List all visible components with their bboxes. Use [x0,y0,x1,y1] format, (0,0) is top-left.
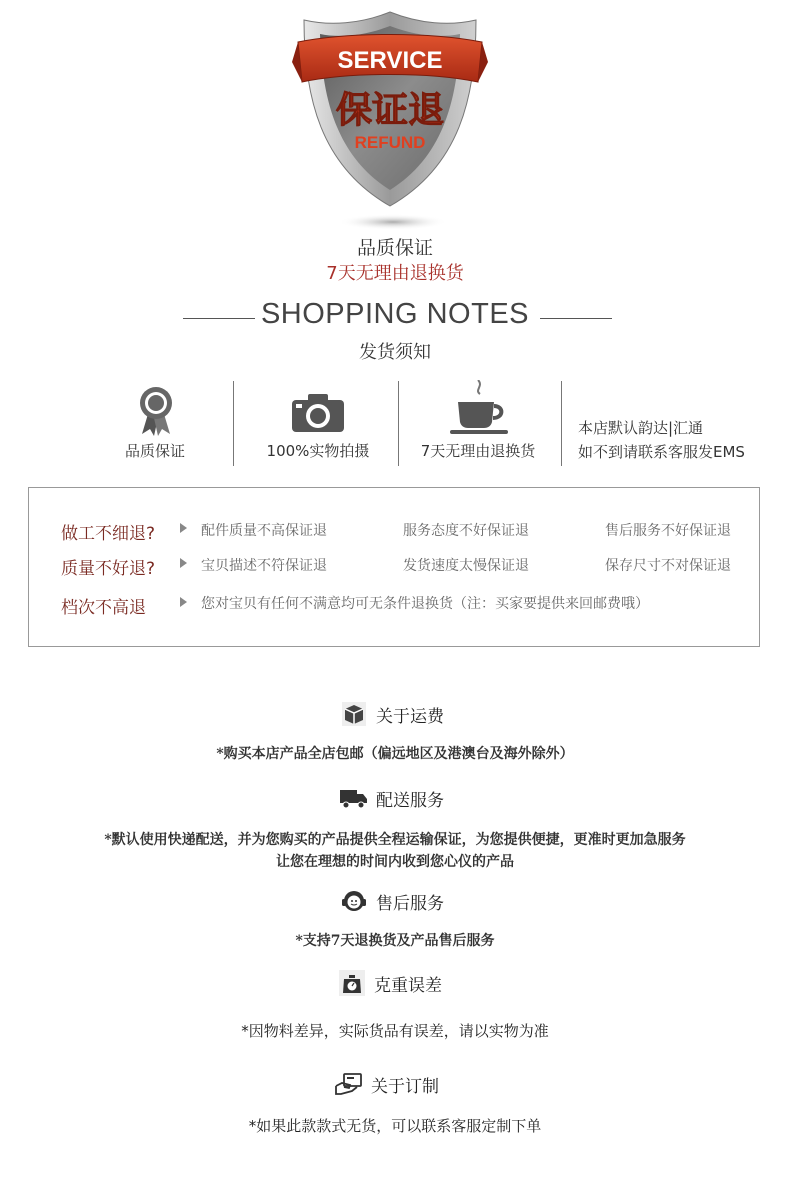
return-question: 做工不细退? [61,524,156,544]
badge-refund-text: REFUND [354,133,426,152]
weight-heading [338,969,442,997]
aftersale-heading [340,887,444,915]
return-question: 档次不高退 [61,598,146,618]
package-icon [340,700,368,728]
shipping-note-line2: 如不到请联系客服发EMS [578,443,745,461]
return-item: 服务态度不好保证退 [403,523,529,539]
triangle-right-icon [180,523,187,533]
quality-subtitle: 7天无理由退换货 [326,263,464,284]
delivery-body-line2: 让您在理想的时间内收到您心仪的产品 [276,854,514,870]
return-item: 保存尺寸不对保证退 [605,558,731,574]
divider-right [540,318,612,319]
return-item: 发货速度太慢保证退 [403,558,529,574]
custom-title: 关于订制 [371,1076,439,1097]
service-refund-badge [290,6,490,236]
shopping-notes-subtitle: 发货须知 [359,342,431,363]
quality-title: 品质保证 [356,237,433,259]
shield-icon [290,6,490,236]
feature-quality [95,380,215,466]
weight-body: *因物料差异，实际货品有误差，请以实物为准 [241,1022,549,1040]
shopping-notes-title: SHOPPING NOTES [260,298,530,330]
custom-body: *如果此款款式无货，可以联系客服定制下单 [248,1117,542,1135]
badge-service-text: SERVICE [337,47,443,74]
aftersale-title: 售后服务 [376,893,444,914]
triangle-right-icon [180,597,187,607]
return-item: 售后服务不好保证退 [605,523,731,539]
triangle-right-icon [180,558,187,568]
feature-separator [233,381,234,466]
truck-icon [340,784,368,812]
scale-icon [338,969,366,997]
feature-label: 7天无理由退换货 [420,442,536,460]
delivery-body-line1: *默认使用快递配送，并为您购买的产品提供全程运输保证，为您提供便捷，更准时更加急服务 [104,832,686,848]
freight-body: *购买本店产品全店包邮（偏远地区及港澳台及海外除外） [216,746,574,762]
custom-heading [335,1070,439,1098]
coffee-cup-icon [450,380,508,434]
return-item: 宝贝描述不符保证退 [201,558,327,574]
feature-real-photo [248,380,388,466]
freight-heading [340,700,444,728]
hand-card-icon [335,1070,363,1098]
freight-title: 关于运费 [376,706,444,727]
feature-label: 品质保证 [124,442,185,460]
return-question: 质量不好退? [61,559,156,579]
return-item: 配件质量不高保证退 [201,523,327,539]
badge-cn-text: 保证退 [335,90,445,131]
shipping-note [578,416,745,464]
delivery-heading [340,784,444,812]
camera-icon [292,394,344,432]
ribbon-award-icon [139,386,173,436]
feature-7day-return [408,380,548,466]
return-guarantee-box [28,487,760,647]
aftersale-body: *支持7天退换货及产品售后服务 [295,933,495,949]
headset-icon [340,887,368,915]
delivery-title: 配送服务 [376,790,444,811]
feature-separator [398,381,399,466]
shipping-note-line1: 本店默认韵达|汇通 [578,419,704,437]
weight-title: 克重误差 [374,975,442,996]
feature-separator [561,381,562,466]
feature-label: 100%实物拍摄 [266,442,370,460]
return-item: 您对宝贝有任何不满意均可无条件退换货（注：买家要提供来回邮费哦） [201,596,649,612]
